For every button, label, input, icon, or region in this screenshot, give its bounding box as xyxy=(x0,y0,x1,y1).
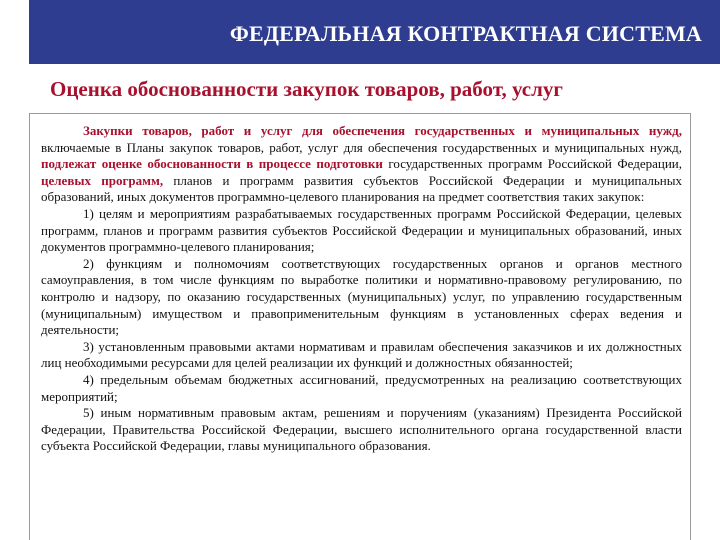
header-band xyxy=(29,0,720,64)
list-item: 4) предельным объемам бюджетных ассигнований, предусмотренных на реализацию соответствующих мероприятий; xyxy=(41,371,682,404)
list-item: 1) целям и мероприятиям разрабатываемых государственных программ Российской Федерации, целевых программ, планов и программ развития субъектов Российской Федерации и муниципальных образований, иных документов программно-целевого планирования; xyxy=(41,205,682,255)
document-text xyxy=(41,123,682,455)
body-text: планов и программ развития субъектов Российской Федерации и муниципальных образований, иных документов программно-целевого планирования на предмет соответствия таких закупок: xyxy=(41,172,682,205)
highlight-text: Закупки товаров, работ и услуг для обеспечения государственных и муниципальных нужд, xyxy=(83,123,682,138)
list-item: 5) иным нормативным правовым актам, решениям и поручениям (указаниям) Президента Российской Федерации, Правительства Российской Федерации, высшего исполнительного органа государственной власти субъекта Российской Федерации, главы муниципального образования. xyxy=(41,405,682,454)
highlight-text: целевых программ, xyxy=(41,172,164,188)
header-title: ФЕДЕРАЛЬНАЯ КОНТРАКТНАЯ СИСТЕМА xyxy=(229,21,702,46)
intro-paragraph xyxy=(41,123,682,206)
body-text: государственных программ Российской Федерации, xyxy=(382,156,682,172)
slide-subtitle: Оценка обоснованности закупок товаров, работ, услуг xyxy=(50,77,563,101)
top-bar xyxy=(0,0,720,64)
list-item: 3) установленным правовыми актами нормативам и правилам обеспечения заказчиков и их должностных лиц необходимыми ресурсами для целей реализации их функций и должностных обязанностей; xyxy=(41,338,682,371)
list-item: 2) функциям и полномочиям соответствующих государственных органов и органов местного самоуправления, в том числе функциям по выработке политики и нормативно-правовому регулированию, по контролю и надзору, по оказанию государственных (муниципальных) услуг, по управлению государственным (муниципальным) имуществом и правоприменительным функциям в установленных сферах ведения и деятельности; xyxy=(41,255,682,338)
highlight-text: подлежат оценке обоснованности в процессе подготовки xyxy=(41,156,383,172)
body-text: включаемые в Планы закупок товаров, работ, услуг для обеспечения государственных и муниципальных нужд, xyxy=(41,139,682,155)
text-box xyxy=(29,113,691,540)
